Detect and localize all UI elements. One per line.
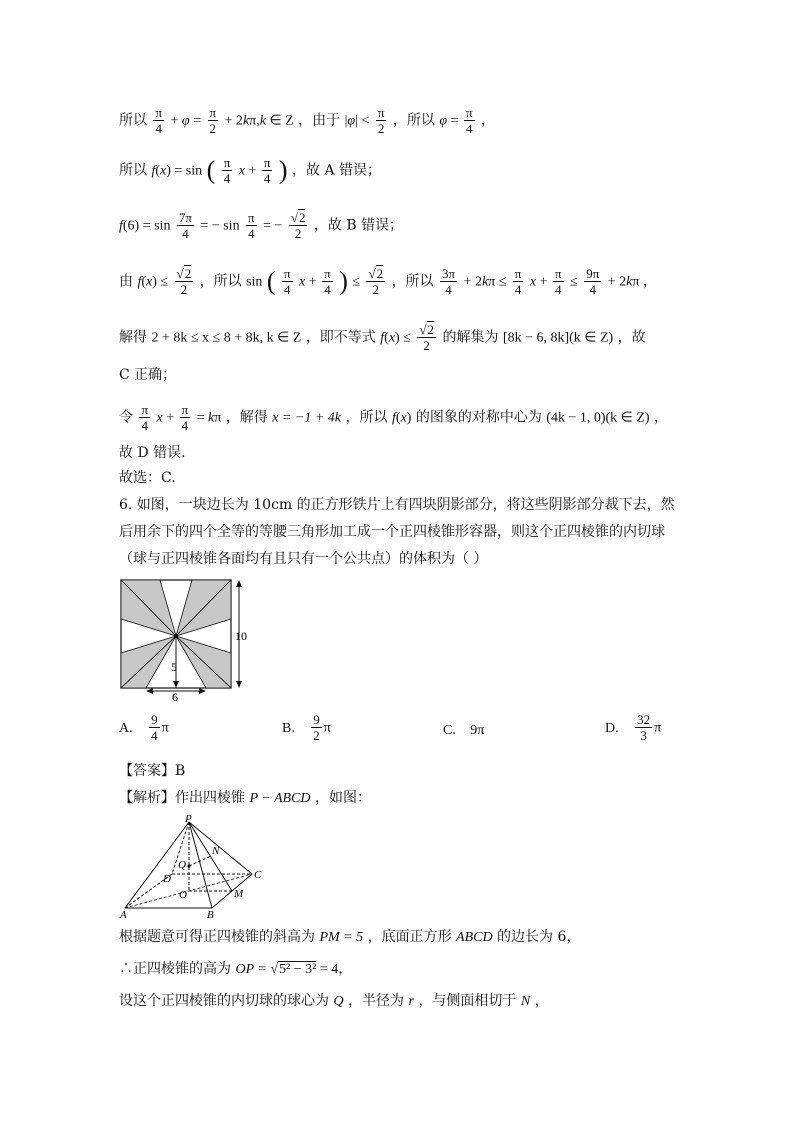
solution-line-4: 由 f(x) ≤ $\frac{√2}{2}$ ，所以 sin ( $\frac{\pi}{4}$ x + $\frac{\pi}{4}$ ) ≤ $\frac{√2}{2}$ ，所以 $\frac{3\pi}{4}$ + 2kπ ≤ $\frac{\pi}{4}$ x + $\frac{\pi}{4}$ ≤ $\frac{9\pi}{4}$ + 2kπ ，	[119, 266, 657, 297]
analysis-step-2: ∴正四棱锥的高为 OP = √5² − 3² = 4，	[119, 961, 353, 977]
label-D: D	[163, 873, 171, 885]
answer-line: 【答案】B	[119, 763, 186, 779]
label-6: 6	[172, 690, 178, 702]
solution-line-2: 所以 f(x) = sin ( $\frac{\pi}{4}$ x + $\frac{\pi}{4}$ ) ，故 A 错误；	[119, 155, 382, 186]
solution-line-1: 所以 $\frac{\pi}{4}$ + φ = $\frac{\pi}{2}$ + 2kπ,k ∈ Z ，由于 |φ| < $\frac{\pi}{2}$ ，所以 φ = $\frac{\pi}{4}$ ，	[119, 105, 495, 136]
analysis-head: 【解析】作出四棱锥 P − ABCD ，如图：	[119, 790, 371, 806]
label-5: 5	[171, 660, 177, 674]
label-A: A	[120, 909, 127, 920]
problem-stem-1: 6. 如图，一块边长为 10cm 的正方形铁片上有四块阴影部分，将这些阴影部分裁下去，然	[119, 497, 675, 513]
label-M: M	[234, 888, 244, 900]
label-10: 10	[235, 629, 247, 643]
solution-line-9: 故选：C.	[119, 470, 176, 486]
label-C: C	[254, 869, 262, 881]
solution-line-3: f(6) = sin $\frac{7\pi}{4}$ = − sin $\frac{\pi}{4}$ = − $\frac{√2}{2}$ ，故 B 错误；	[119, 210, 404, 241]
solution-line-5: 解得 2 + 8k ≤ x ≤ 8 + 8k, k ∈ Z ，即不等式 f(x) ≤ $\frac{√2}{2}$ 的解集为 [8k − 6, 8k](k ∈ Z) ，故	[119, 322, 646, 353]
label-P: P	[185, 813, 192, 825]
analysis-step-1: 根据题意可得正四棱锥的斜高为 PM = 5 ，底面正方形 ABCD 的边长为 6，	[119, 929, 581, 945]
analysis-step-3: 设这个正四棱锥的内切球的球心为 Q ，半径为 r ，与侧面相切于 N ，	[119, 993, 549, 1009]
label-Q: Q	[178, 859, 186, 871]
solution-line-8: 故 D 错误.	[119, 445, 186, 461]
solution-line-7: 令 $\frac{\pi}{4}$ x + $\frac{\pi}{4}$ = kπ ，解得 x = −1 + 4k ，所以 f(x) 的图象的对称中心为 (4k − 1, 0)(k ∈ Z) ，	[119, 402, 669, 433]
label-B: B	[207, 909, 214, 920]
square-sheet-figure	[115, 576, 255, 702]
choice-c: C. 9π	[443, 723, 485, 738]
solution-line-6: C 正确；	[119, 367, 177, 383]
problem-stem-2: 后用余下的四个全等的等腰三角形加工成一个正四棱锥形容器，则这个正四棱锥的内切球	[119, 524, 665, 540]
label-O: O	[179, 889, 187, 901]
label-N: N	[212, 845, 220, 857]
problem-stem-3: （球与正四棱锥各面均有且只有一个公共点）的体积为（ ）	[119, 551, 488, 567]
choice-a: A. $\frac{9}{4}$ π	[119, 712, 169, 743]
choice-d: D. $\frac{32}{3}$ π	[605, 712, 662, 743]
choice-b: B. $\frac{9}{2}$ π	[282, 712, 331, 743]
pyramid-figure	[117, 812, 277, 920]
